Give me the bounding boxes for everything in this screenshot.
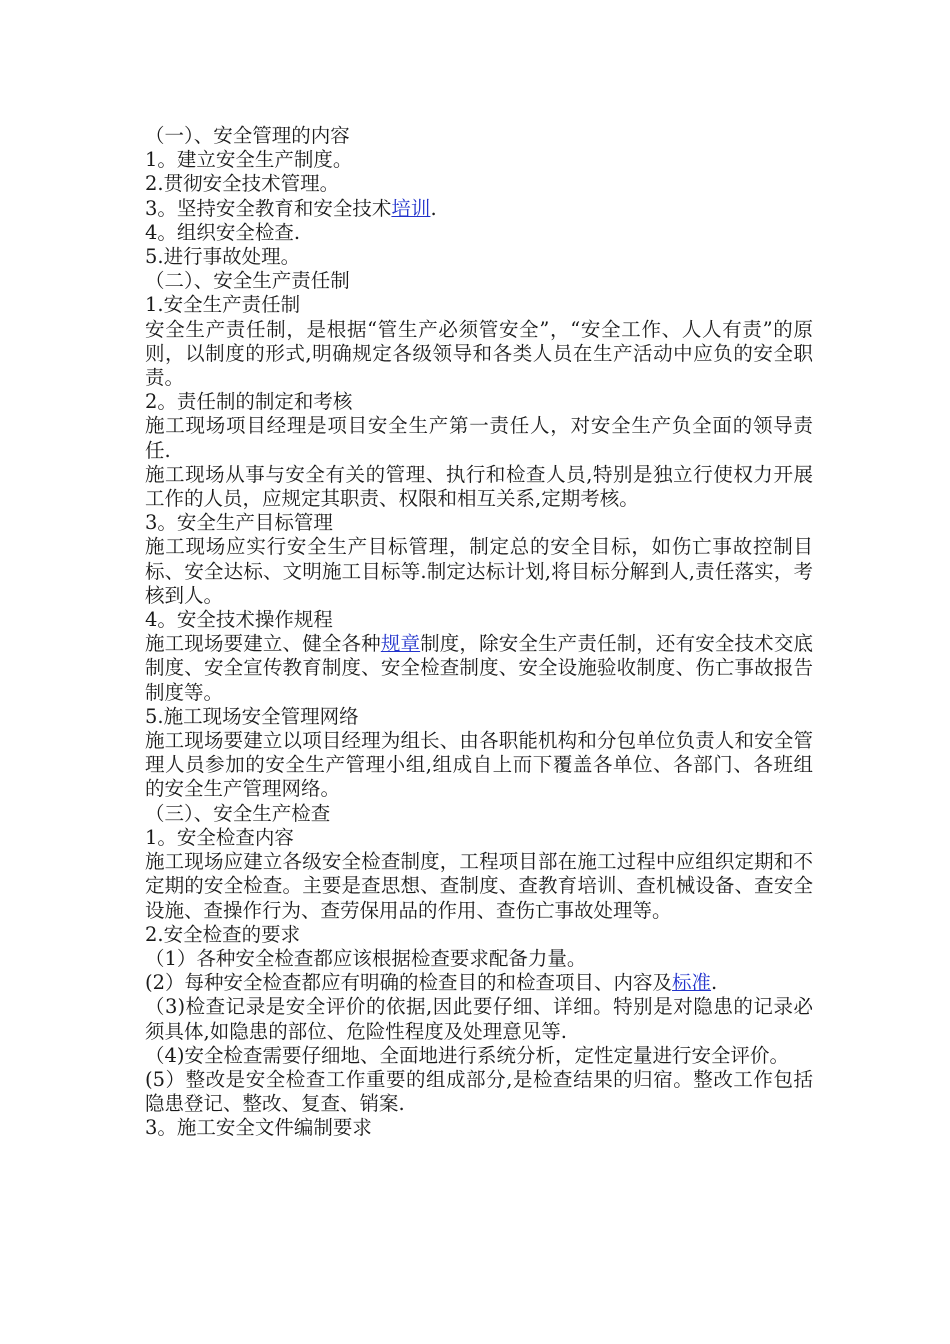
subsection-title: 2.安全检查的要求 xyxy=(145,922,301,946)
requirement-item: （3)检查记录是安全评价的依据,因此要仔细、详细。特别是对隐患的记录必须具体,如隐患的部位、危险性程度及处理意见等. xyxy=(145,995,813,1043)
paragraph xyxy=(145,632,813,705)
subsection-title: 3。施工安全文件编制要求 xyxy=(145,1116,372,1140)
subsection-title: 1。安全检查内容 xyxy=(145,825,294,849)
subsection-title: 2。责任制的制定和考核 xyxy=(145,390,353,414)
list-item-text: . xyxy=(430,196,437,220)
paragraph: 施工现场项目经理是项目安全生产第一责任人，对安全生产负全面的领导责任. xyxy=(145,414,813,462)
subsection-title: 4。安全技术操作规程 xyxy=(145,608,333,632)
requirement-item: （1）各种安全检查都应该根据检查要求配备力量。 xyxy=(145,946,587,970)
list-item: 1。建立安全生产制度。 xyxy=(145,148,353,172)
section-heading-3: （三）、安全生产检查 xyxy=(145,801,331,825)
subsection-title: 1.安全生产责任制 xyxy=(145,293,301,317)
list-item-text: 3。坚持安全教育和安全技术 xyxy=(145,196,392,220)
subsection-title: 3。安全生产目标管理 xyxy=(145,511,333,535)
subsection-title: 5.施工现场安全管理网络 xyxy=(145,704,359,728)
list-item: 4。组织安全检查. xyxy=(145,220,301,244)
paragraph-text: 施工现场要建立、健全各种 xyxy=(145,632,381,656)
paragraph: 施工现场应实行安全生产目标管理，制定总的安全目标，如伤亡事故控制目标、安全达标、文明施工目标等.制定达标计划,将目标分解到人,责任落实，考核到人。 xyxy=(145,535,813,607)
section-heading-2: （二）、安全生产责任制 xyxy=(145,269,350,293)
paragraph-text: 制度，除安全生产责任制，还有安全技术交底制度、安全宣传教育制度、安全检查制度、安全设施验收制度、伤亡事故报告制度等。 xyxy=(145,632,813,704)
requirement-item: （4)安全检查需要仔细地、全面地进行系统分析，定性定量进行安全评价。 xyxy=(145,1043,790,1067)
standard-link[interactable]: 标准 xyxy=(672,971,712,995)
paragraph: 安全生产责任制，是根据“管生产必须管安全”，“安全工作、人人有责”的原则，以制度的形式,明确规定各级领导和各类人员在生产活动中应负的安全职责。 xyxy=(145,317,813,390)
training-link[interactable]: 培训 xyxy=(391,196,431,220)
requirement-text: . xyxy=(711,971,718,995)
list-item xyxy=(145,197,813,221)
list-item: 2.贯彻安全技术管理。 xyxy=(145,172,340,196)
paragraph: 施工现场从事与安全有关的管理、执行和检查人员,特别是独立行使权力开展工作的人员，应规定其职责、权限和相互关系,定期考核。 xyxy=(145,462,813,511)
document-body xyxy=(145,124,813,1141)
requirement-item: (5）整改是安全检查工作重要的组成部分,是检查结果的归宿。整改工作包括隐患登记、整改、复查、销案. xyxy=(145,1067,813,1116)
section-heading-1: （一）、安全管理的内容 xyxy=(145,124,350,147)
paragraph: 施工现场要建立以项目经理为组长、由各职能机构和分包单位负责人和安全管理人员参加的安全生产管理小组,组成自上而下覆盖各单位、各部门、各班组的安全生产管理网络。 xyxy=(145,729,813,801)
requirement-item xyxy=(145,971,813,995)
requirement-text: (2）每种安全检查都应有明确的检查目的和检查项目、内容及 xyxy=(145,971,673,995)
regulations-link[interactable]: 规章 xyxy=(380,632,421,656)
list-item: 5.进行事故处理。 xyxy=(145,245,301,269)
paragraph: 施工现场应建立各级安全检查制度，工程项目部在施工过程中应组织定期和不定期的安全检查。主要是查思想、查制度、查教育培训、查机械设备、查安全设施、查操作行为、查劳保用品的作用、查伤亡事故处理等。 xyxy=(145,850,813,922)
